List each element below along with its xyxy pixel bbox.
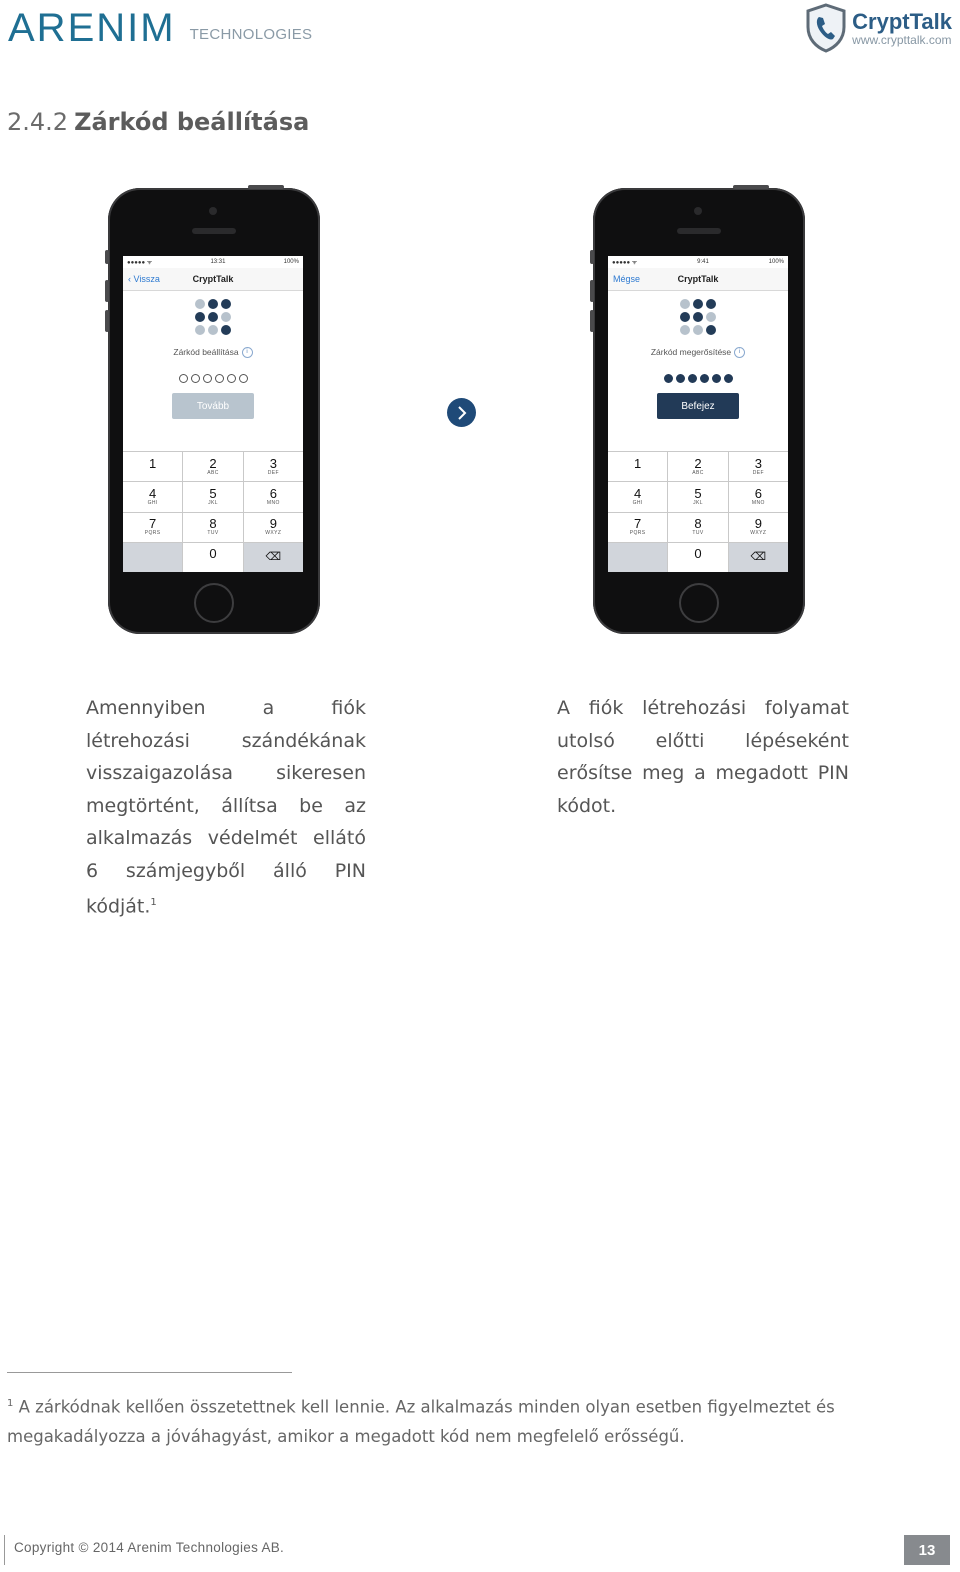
key-0[interactable]: 0 xyxy=(668,543,727,572)
volume-up-button xyxy=(105,280,109,302)
section-title-text: Zárkód beállítása xyxy=(74,108,310,136)
crypttalk-logo xyxy=(804,3,952,53)
phone-screen xyxy=(123,256,303,572)
keypad-logo-icon xyxy=(678,299,718,335)
key-7[interactable]: 7 PQRS xyxy=(608,513,667,542)
key-3[interactable]: 3 DEF xyxy=(244,452,303,481)
signal-icon: ●●●●● ᯤ xyxy=(612,260,638,266)
key-6[interactable]: 6 MNO xyxy=(729,482,788,511)
key-7[interactable]: 7 PQRS xyxy=(123,513,182,542)
arenim-logo-subtitle: TECHNOLOGIES xyxy=(189,26,313,43)
numeric-keypad xyxy=(123,451,303,572)
phone-mockup-set-pin xyxy=(108,188,320,634)
info-icon[interactable]: i xyxy=(734,347,745,358)
earpiece-speaker xyxy=(192,228,236,234)
footnote-mark: 1 xyxy=(7,1398,14,1409)
pin-prompt xyxy=(123,347,303,358)
pin-dot xyxy=(239,374,248,383)
status-bar xyxy=(608,256,788,268)
footnote-ref: 1 xyxy=(150,897,157,908)
arenim-logo-text: ARENIM xyxy=(8,6,176,50)
nav-title: CryptTalk xyxy=(677,274,719,284)
numeric-keypad xyxy=(608,451,788,572)
key-2[interactable]: 2 ABC xyxy=(668,452,727,481)
paragraph-left xyxy=(86,692,366,923)
battery-label: 100% xyxy=(283,259,299,265)
key-5[interactable]: 5 JKL xyxy=(183,482,242,511)
cancel-button[interactable]: Mégse xyxy=(613,274,641,284)
battery-label: 100% xyxy=(768,259,784,265)
phone-screen xyxy=(608,256,788,572)
pin-dot xyxy=(203,374,212,383)
section-number: 2.4.2 xyxy=(7,108,69,136)
earpiece-speaker xyxy=(677,228,721,234)
back-button-label: Vissza xyxy=(133,274,160,284)
pin-dot xyxy=(712,374,721,383)
pin-dot xyxy=(688,374,697,383)
chevron-left-icon: ‹ xyxy=(128,274,134,284)
key-9[interactable]: 9 WXYZ xyxy=(729,513,788,542)
key-5[interactable]: 5 JKL xyxy=(668,482,727,511)
copyright-text: Copyright © 2014 Arenim Technologies AB. xyxy=(14,1540,285,1555)
mute-switch xyxy=(590,250,594,264)
finish-button[interactable]: Befejez xyxy=(657,393,739,419)
pin-dot xyxy=(227,374,236,383)
key-blank xyxy=(123,543,182,572)
section-title xyxy=(7,108,309,136)
page-number: 13 xyxy=(904,1535,950,1565)
home-button xyxy=(679,583,719,623)
front-camera xyxy=(209,207,217,215)
mute-switch xyxy=(105,250,109,264)
status-time: 13:31 xyxy=(210,259,226,265)
next-button[interactable]: Tovább xyxy=(172,393,254,419)
shield-phone-icon xyxy=(804,3,848,53)
footer-divider xyxy=(4,1535,5,1565)
pin-prompt-text: Zárkód beállítása xyxy=(173,347,239,357)
key-1[interactable]: 1 xyxy=(608,452,667,481)
arenim-logo xyxy=(8,6,313,50)
key-0[interactable]: 0 xyxy=(183,543,242,572)
key-blank xyxy=(608,543,667,572)
footnote-divider xyxy=(7,1372,292,1373)
backspace-icon: ⌫ xyxy=(265,550,282,563)
key-8[interactable]: 8 TUV xyxy=(183,513,242,542)
backspace-icon: ⌫ xyxy=(750,550,767,563)
next-step-arrow xyxy=(447,398,476,427)
key-2[interactable]: 2 ABC xyxy=(183,452,242,481)
info-icon[interactable]: i xyxy=(242,347,253,358)
key-9[interactable]: 9 WXYZ xyxy=(244,513,303,542)
pin-dot xyxy=(191,374,200,383)
chevron-right-icon xyxy=(455,405,469,421)
power-button xyxy=(733,185,769,189)
key-3[interactable]: 3 DEF xyxy=(729,452,788,481)
nav-title: CryptTalk xyxy=(192,274,234,284)
key-6[interactable]: 6 MNO xyxy=(244,482,303,511)
paragraph-left-text: Amennyiben a fiók létrehozási szándékának visszaigazolása sikeresen megtörtént, állítsa be az alkalmazás védelmét ellátó 6 számjegyből álló PIN kódját. xyxy=(86,697,366,918)
signal-icon: ●●●●● ᯤ xyxy=(127,260,153,266)
pin-dot xyxy=(664,374,673,383)
nav-bar xyxy=(608,268,788,291)
nav-bar xyxy=(123,268,303,291)
phone-mockup-confirm-pin xyxy=(593,188,805,634)
home-button xyxy=(194,583,234,623)
footnote-text: A zárkódnak kellően összetettnek kell lennie. Az alkalmazás minden olyan esetben figyelmeztet és megakadályozza a jóváhagyást, amikor a megadott kód nem megfelelő erősségű. xyxy=(7,1397,835,1446)
key-8[interactable]: 8 TUV xyxy=(668,513,727,542)
key-4[interactable]: 4 GHI xyxy=(123,482,182,511)
pin-dot xyxy=(676,374,685,383)
crypttalk-brand-name: CryptTalk xyxy=(852,8,952,34)
front-camera xyxy=(694,207,702,215)
pin-dot xyxy=(724,374,733,383)
pin-dot xyxy=(179,374,188,383)
volume-up-button xyxy=(590,280,594,302)
status-bar xyxy=(123,256,303,268)
key-4[interactable]: 4 GHI xyxy=(608,482,667,511)
delete-key[interactable] xyxy=(244,543,303,572)
volume-down-button xyxy=(105,310,109,332)
pin-indicator xyxy=(123,374,303,383)
pin-indicator xyxy=(608,374,788,383)
status-time: 9:41 xyxy=(697,259,709,265)
key-1[interactable]: 1 xyxy=(123,452,182,481)
pin-dot xyxy=(215,374,224,383)
power-button xyxy=(248,185,284,189)
pin-prompt-text: Zárkód megerősítése xyxy=(650,347,732,357)
crypttalk-url: www.crypttalk.com xyxy=(852,32,952,47)
pin-prompt xyxy=(608,347,788,358)
footnote xyxy=(7,1389,907,1452)
delete-key[interactable] xyxy=(729,543,788,572)
paragraph-right: A fiók létrehozási folyamat utolsó előtti lépéseként erősítse meg a megadott PIN kódot. xyxy=(557,697,849,817)
pin-dot xyxy=(700,374,709,383)
volume-down-button xyxy=(590,310,594,332)
keypad-logo-icon xyxy=(193,299,233,335)
